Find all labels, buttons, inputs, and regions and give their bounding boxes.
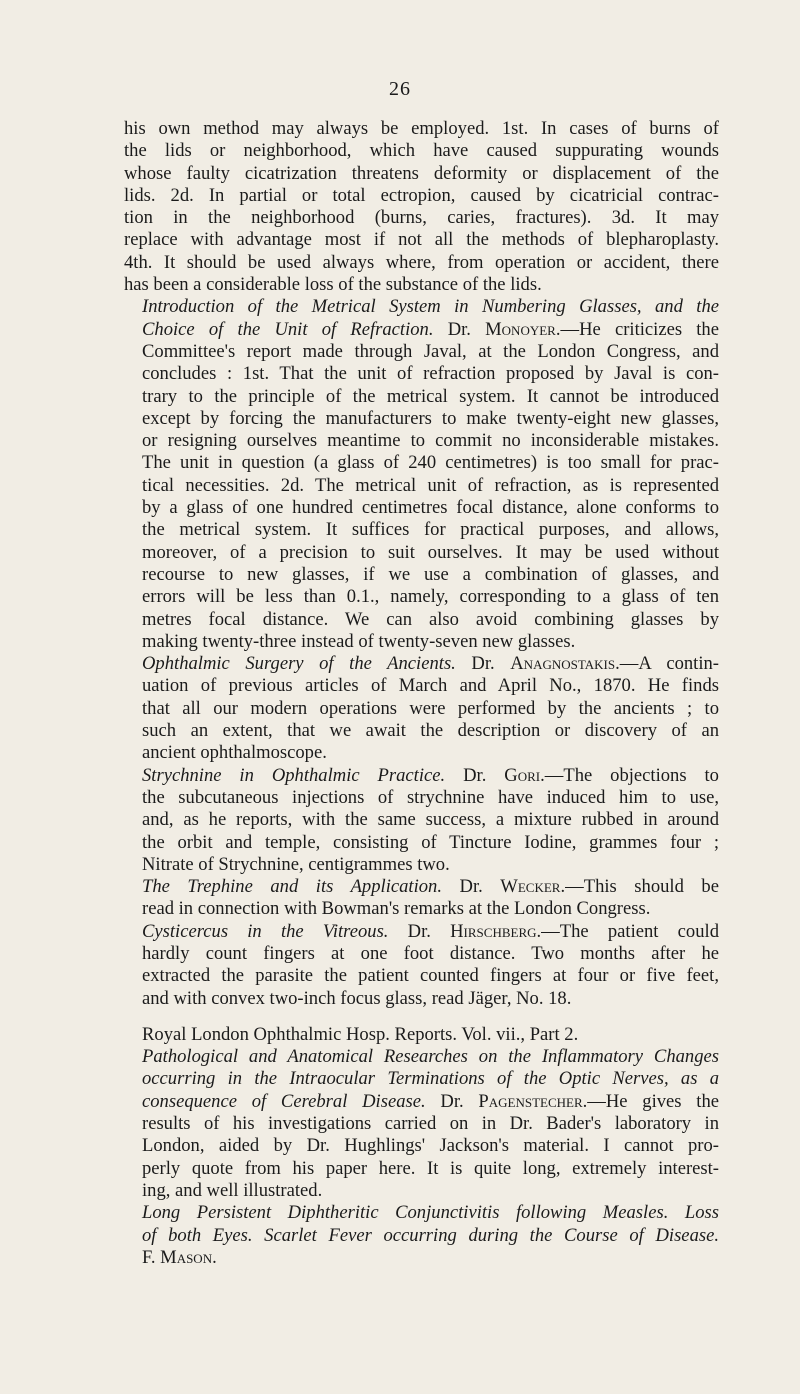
page-number: 26	[389, 78, 411, 100]
paragraph-p7	[124, 1024, 719, 1046]
text-line: such an extent, that we await the description or discovery of an	[142, 720, 719, 742]
paragraph-p5	[124, 876, 719, 921]
text-line: Committee's report made through Javal, at the London Congress, and	[142, 340, 719, 362]
paragraph-p9	[124, 1202, 719, 1269]
text-line: moreover, of a precision to suit ourselves. It may be used without	[142, 541, 719, 563]
text-line: read in connection with Bowman's remarks at the London Congress.	[142, 898, 651, 920]
text-line: by a glass of one hundred centimetres focal distance, alone conforms to	[142, 497, 719, 519]
text-line: hardly count fingers at one foot distance. Two months after he	[142, 942, 719, 964]
text-line: Ophthalmic Surgery of the Ancients. Dr. Anagnostakis.—A contin-	[142, 653, 719, 675]
paragraph-p4	[124, 765, 719, 876]
text-line: perly quote from his paper here. It is quite long, extremely interest-	[142, 1157, 719, 1179]
text-line: Royal London Ophthalmic Hosp. Reports. Vol. vii., Part 2.	[142, 1023, 579, 1045]
article-text	[124, 118, 719, 1269]
text-line: the lids or neighborhood, which have caused suppurating wounds	[124, 140, 719, 162]
text-line: Choice of the Unit of Refraction. Dr. Monoyer.—He criticizes the	[142, 318, 719, 340]
text-line: ing, and well illustrated.	[142, 1179, 323, 1201]
text-line: trary to the principle of the metrical system. It cannot be introduced	[142, 385, 719, 407]
text-line: The unit in question (a glass of 240 centimetres) is too small for prac-	[142, 452, 719, 474]
paragraph-p8	[124, 1046, 719, 1202]
text-line: tical necessities. 2d. The metrical unit of refraction, as is represented	[142, 474, 719, 496]
text-line: The Trephine and its Application. Dr. Wecker.—This should be	[142, 876, 719, 898]
text-line: occurring in the Intraocular Terminations of the Optic Nerves, as a	[142, 1068, 719, 1090]
paragraph-p3	[124, 653, 719, 764]
text-line: the subcutaneous injections of strychnine have induced him to use,	[142, 786, 719, 808]
text-line: results of his investigations carried on in Dr. Bader's laboratory in	[142, 1113, 719, 1135]
text-line: consequence of Cerebral Disease. Dr. Pagenstecher.—He gives the	[142, 1090, 720, 1112]
text-line: Introduction of the Metrical System in Numbering Glasses, and the	[142, 296, 719, 318]
text-line: metres focal distance. We can also avoid combining glasses by	[142, 608, 719, 630]
text-line: or resigning ourselves meantime to commit no inconsiderable mistakes.	[142, 430, 719, 452]
text-line: making twenty-three instead of twenty-seven new glasses.	[142, 630, 576, 652]
text-line: that all our modern operations were performed by the ancients ; to	[142, 697, 719, 719]
text-line: tion in the neighborhood (burns, caries, fractures). 3d. It may	[124, 207, 719, 229]
paragraph-p2	[124, 296, 719, 653]
text-line: F. Mason.	[142, 1246, 217, 1268]
text-line: 4th. It should be used always where, from operation or accident, there	[124, 251, 719, 273]
text-line: concludes : 1st. That the unit of refraction proposed by Javal is con-	[142, 363, 719, 385]
text-line: the metrical system. It suffices for practical purposes, and allows,	[142, 519, 719, 541]
text-line: Long Persistent Diphtheritic Conjunctivitis following Measles. Loss	[142, 1202, 719, 1224]
text-line: lids. 2d. In partial or total ectropion, caused by cicatricial contrac-	[124, 184, 719, 206]
text-line: his own method may always be employed. 1st. In cases of burns of	[124, 118, 719, 139]
text-line: uation of previous articles of March and April No., 1870. He finds	[142, 675, 719, 697]
text-line: replace with advantage most if not all the methods of blepharoplasty.	[124, 229, 719, 251]
text-line: extracted the parasite the patient counted fingers at four or five feet,	[142, 965, 719, 987]
text-line: except by forcing the manufacturers to make twenty-eight new glasses,	[142, 407, 719, 429]
paragraph-p6	[124, 921, 719, 1010]
text-line: has been a considerable loss of the substance of the lids.	[124, 274, 542, 296]
text-line: ancient ophthalmoscope.	[142, 742, 327, 764]
text-line: Pathological and Anatomical Researches on the Inflammatory Changes	[142, 1046, 719, 1068]
text-line: and, as he reports, with the same success, a mixture rubbed in around	[142, 809, 719, 831]
text-line: Cysticercus in the Vitreous. Dr. Hirschberg.—The patient could	[142, 920, 719, 942]
text-line: London, aided by Dr. Hughlings' Jackson's material. I cannot pro-	[142, 1135, 719, 1157]
paragraph-p1	[124, 118, 719, 296]
text-line: errors will be less than 0.1., namely, corresponding to a glass of ten	[142, 586, 719, 608]
text-line: of both Eyes. Scarlet Fever occurring during the Course of Disease.	[142, 1224, 719, 1246]
text-line: recourse to new glasses, if we use a combination of glasses, and	[142, 563, 719, 585]
text-line: the orbit and temple, consisting of Tincture Iodine, grammes four ;	[142, 831, 719, 853]
text-line: and with convex two-inch focus glass, read Jäger, No. 18.	[142, 987, 572, 1009]
text-line: Strychnine in Ophthalmic Practice. Dr. Gori.—The objections to	[142, 764, 719, 786]
text-line: Nitrate of Strychnine, centigrammes two.	[142, 853, 450, 875]
text-line: whose faulty cicatrization threatens deformity or displacement of the	[124, 162, 719, 184]
